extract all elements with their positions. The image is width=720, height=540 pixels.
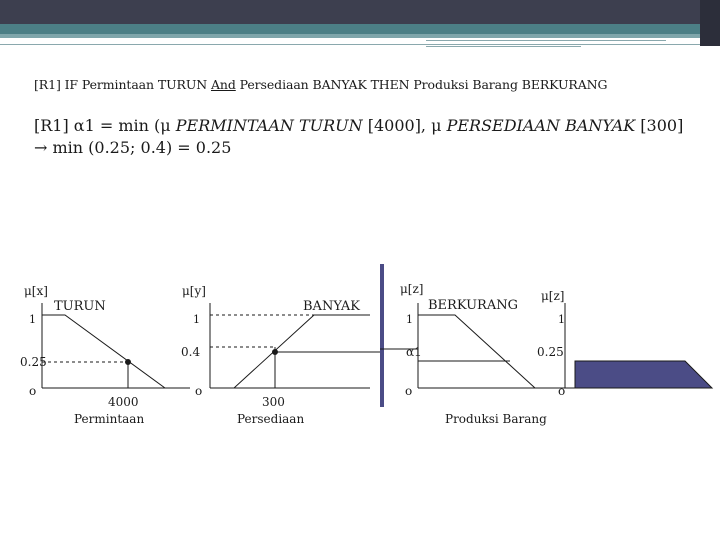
header-rule-short [426, 40, 666, 41]
formula-term-1: PERMINTAAN TURUN [175, 116, 363, 135]
result-y0-label: o [558, 384, 566, 398]
formula-mid: [4000], μ [362, 116, 447, 135]
top-corner-block [700, 0, 720, 46]
formula-pre: [R1] α1 = min (μ [34, 116, 176, 135]
permintaan-y0-label: o [29, 384, 37, 398]
rule-title-pre: IF Permintaan TURUN [64, 77, 211, 92]
produksi-axis-label: μ[z] [400, 282, 424, 296]
persediaan-point [273, 350, 278, 355]
persediaan-y0-label: o [195, 384, 203, 398]
formula-line-2 [34, 137, 683, 159]
permintaan-x-name: Permintaan [74, 412, 145, 426]
fuzzy-diagram [0, 255, 720, 440]
permintaan-point [126, 360, 131, 365]
persediaan-set-label: BANYAK [303, 299, 360, 314]
permintaan-set-label: TURUN [54, 299, 106, 314]
produksi-y1-label: 1 [406, 313, 413, 326]
top-light-band [0, 34, 720, 38]
persediaan-x-value: 300 [262, 395, 285, 409]
result-axis-label: μ[z] [541, 289, 565, 303]
alpha-formula [34, 115, 683, 159]
permintaan-axis-label: μ[x] [24, 284, 48, 298]
persediaan-ycut-label: 0.4 [181, 345, 201, 359]
produksi-set-label: BERKURANG [428, 298, 518, 313]
formula-result: min (0.25; 0.4) = 0.25 [47, 138, 232, 157]
rule-divider [380, 264, 384, 407]
produksi-y0-label: o [405, 384, 413, 398]
produksi-x-name: Produksi Barang [445, 412, 547, 426]
formula-term-2: PERSEDIAAN BANYAK [446, 116, 636, 135]
persediaan-axis-label: μ[y] [182, 284, 206, 298]
produksi-alpha-label: α1 [406, 345, 422, 359]
formula-line-1 [34, 115, 683, 137]
persediaan-x-name: Persediaan [237, 412, 305, 426]
result-area [575, 361, 712, 388]
top-teal-band [0, 24, 720, 34]
persediaan-y1-label: 1 [193, 313, 200, 326]
top-dark-band [0, 0, 720, 24]
permintaan-ycut-label: 0.25 [20, 355, 47, 369]
rule-title-and: And [210, 77, 236, 92]
arrow-icon: → [34, 138, 48, 157]
header-rule [0, 44, 700, 45]
permintaan-y1-label: 1 [29, 313, 36, 326]
header-rule-short-2 [426, 46, 581, 47]
rule-title [34, 77, 607, 92]
formula-post: [300] [635, 116, 684, 135]
result-ycut-label: 0.25 [537, 345, 564, 359]
permintaan-x-value: 4000 [108, 395, 139, 409]
produksi-berkurang-curve [418, 315, 535, 388]
rule-title-post: Persediaan BANYAK THEN Produksi Barang BERKURANG [235, 77, 608, 92]
rule-id: [R1] [34, 77, 61, 92]
permintaan-turun-curve [42, 315, 165, 388]
result-y1-label: 1 [558, 313, 565, 326]
